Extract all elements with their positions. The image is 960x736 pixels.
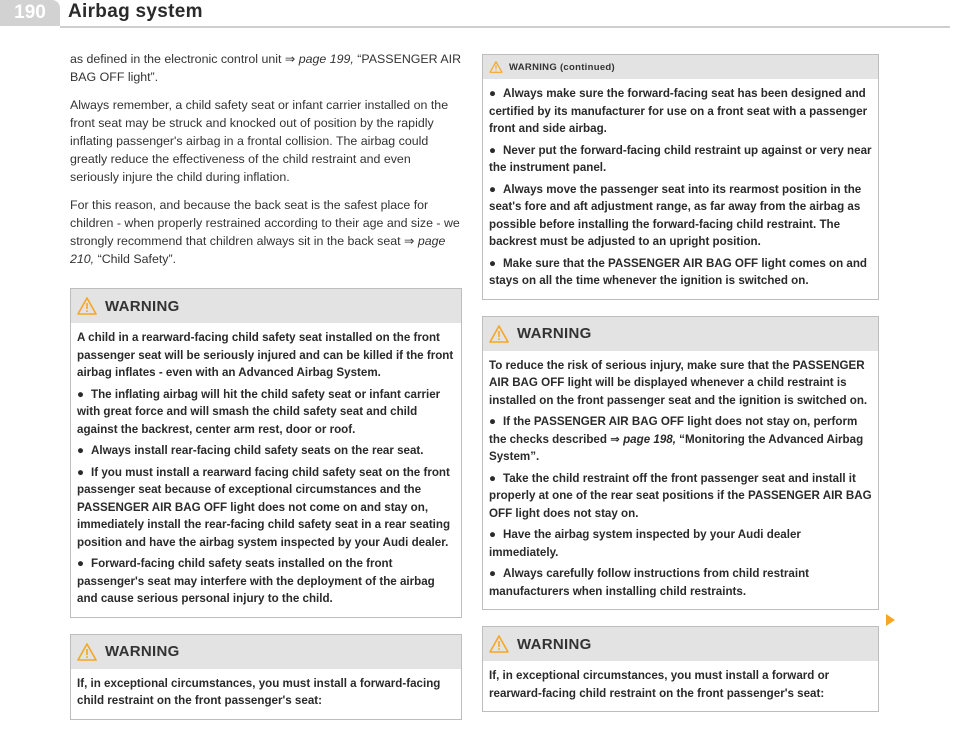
warning-header bbox=[483, 55, 878, 79]
warning-intro: If, in exceptional circumstances, you must install a forward-facing child restraint on the front passenger's seat: bbox=[77, 676, 441, 707]
right-column bbox=[482, 50, 879, 728]
page-title: Airbag system bbox=[68, 1, 203, 22]
warning-item: ● Never put the forward-facing child restraint up against or very near the instrument panel. bbox=[489, 143, 872, 174]
warning-title: WARNING bbox=[517, 635, 592, 653]
header-rule bbox=[60, 26, 950, 28]
warning-title: WARNING (continued) bbox=[509, 61, 615, 73]
warning-body bbox=[483, 351, 878, 610]
warning-item: ● If the PASSENGER AIR BAG OFF light does not stay on, perform the checks described ⇒ page 198, “Monitoring the Advanced Airbag System”. bbox=[489, 415, 864, 463]
warning-box bbox=[70, 634, 462, 720]
warning-body bbox=[483, 79, 878, 299]
page-header bbox=[0, 0, 960, 30]
warning-item: ● Take the child restraint off the front passenger seat and install it properly at one of the rear seat positions if the PASSENGER AIR BAG OFF light does not stay on. bbox=[489, 471, 872, 520]
warning-header bbox=[71, 635, 461, 669]
warning-item: ● The inflating airbag will hit the child safety seat or infant carrier with great force and will smash the child safety seat and child against the backrest, center arm rest, door or roof. bbox=[77, 387, 441, 436]
warning-box bbox=[482, 626, 879, 712]
warning-header bbox=[483, 627, 878, 661]
warning-item: ● If you must install a rearward facing child safety seat on the front passenger seat because of exceptional circumstances and the PASSENGER AIR BAG OFF light does not come on and stay on, immediately install the rear-facing child safety seat in a rear seating position and have the airbag system inspected by your Audi dealer. bbox=[77, 465, 451, 549]
paragraph: as defined in the electronic control unit ⇒ page 199, “PASSENGER AIR BAG OFF light”. bbox=[70, 52, 462, 84]
paragraph: For this reason, and because the back seat is the safest place for children - when properly restrained according to their age and size - we strongly recommend that children always sit in the back seat ⇒ page 210, “Child Safety”. bbox=[70, 198, 460, 266]
paragraph: Always remember, a child safety seat or infant carrier installed on the front seat may be struck and knocked out of position by the rapidly inflating passenger's airbag in a frontal collision. The airbag could greatly reduce the effectiveness of the child restraint and even seriously injure the child during inflation. bbox=[70, 98, 449, 184]
warning-box bbox=[482, 316, 879, 611]
warning-header bbox=[483, 317, 878, 351]
warning-item: ● Forward-facing child safety seats installed on the front passenger's seat may interfere with the deployment of the airbag and cause serious personal injury to the child. bbox=[77, 557, 435, 605]
warning-intro: A child in a rearward-facing child safety seat installed on the front passenger seat will be seriously injured and can be killed if the front airbag inflates - even with an Advanced Airbag System. bbox=[77, 331, 454, 379]
page-number: 190 bbox=[0, 0, 60, 26]
warning-triangle-icon bbox=[77, 297, 97, 315]
warning-item: ● Always move the passenger seat into its rearmost position in the seat's fore and aft adjustment range, as far away from the airbag as possible before installing the forward-facing child restraint. The backrest must be adjusted to an upright position. bbox=[489, 182, 862, 248]
warning-body bbox=[483, 661, 878, 711]
warning-title: WARNING bbox=[517, 325, 592, 342]
warning-triangle-icon bbox=[489, 325, 509, 343]
warning-triangle-icon bbox=[489, 635, 509, 653]
warning-triangle-icon bbox=[77, 643, 97, 661]
page-reference-link[interactable]: page 199, bbox=[298, 52, 354, 66]
warning-item: ● Always carefully follow instructions from child restraint manufacturers when installing child restraints. bbox=[489, 567, 810, 598]
warning-item: ● Have the airbag system inspected by your Audi dealer immediately. bbox=[489, 528, 801, 559]
warning-body bbox=[71, 323, 461, 617]
warning-title: WARNING bbox=[105, 297, 180, 315]
warning-item: ● Make sure that the PASSENGER AIR BAG OFF light comes on and stays on all the time whenever the ignition is switched on. bbox=[489, 256, 867, 287]
page-reference-link[interactable]: page 198, bbox=[623, 432, 676, 446]
warning-intro: If, in exceptional circumstances, you must install a forward or rearward-facing child restraint on the front passenger's seat: bbox=[489, 669, 830, 700]
warning-box-continued bbox=[482, 54, 879, 300]
page-reference-link[interactable]: page 210, bbox=[70, 234, 446, 266]
left-column bbox=[70, 50, 462, 736]
warning-intro: To reduce the risk of serious injury, make sure that the PASSENGER AIR BAG OFF light will be displayed whenever a child restraint is installed on the front passenger seat and the ignition is switched on. bbox=[489, 358, 868, 407]
warning-body bbox=[71, 669, 461, 719]
warning-box bbox=[70, 288, 462, 618]
warning-header bbox=[71, 289, 461, 323]
warning-triangle-icon bbox=[489, 61, 503, 73]
warning-title: WARNING bbox=[105, 643, 180, 660]
warning-item: ● Always make sure the forward-facing seat has been designed and certified by its manufacturer for use on a front seat with a passenger front and side airbag. bbox=[489, 87, 868, 135]
continue-arrow-icon[interactable] bbox=[886, 614, 895, 626]
warning-item: ● Always install rear-facing child safety seats on the rear seat. bbox=[77, 444, 424, 457]
